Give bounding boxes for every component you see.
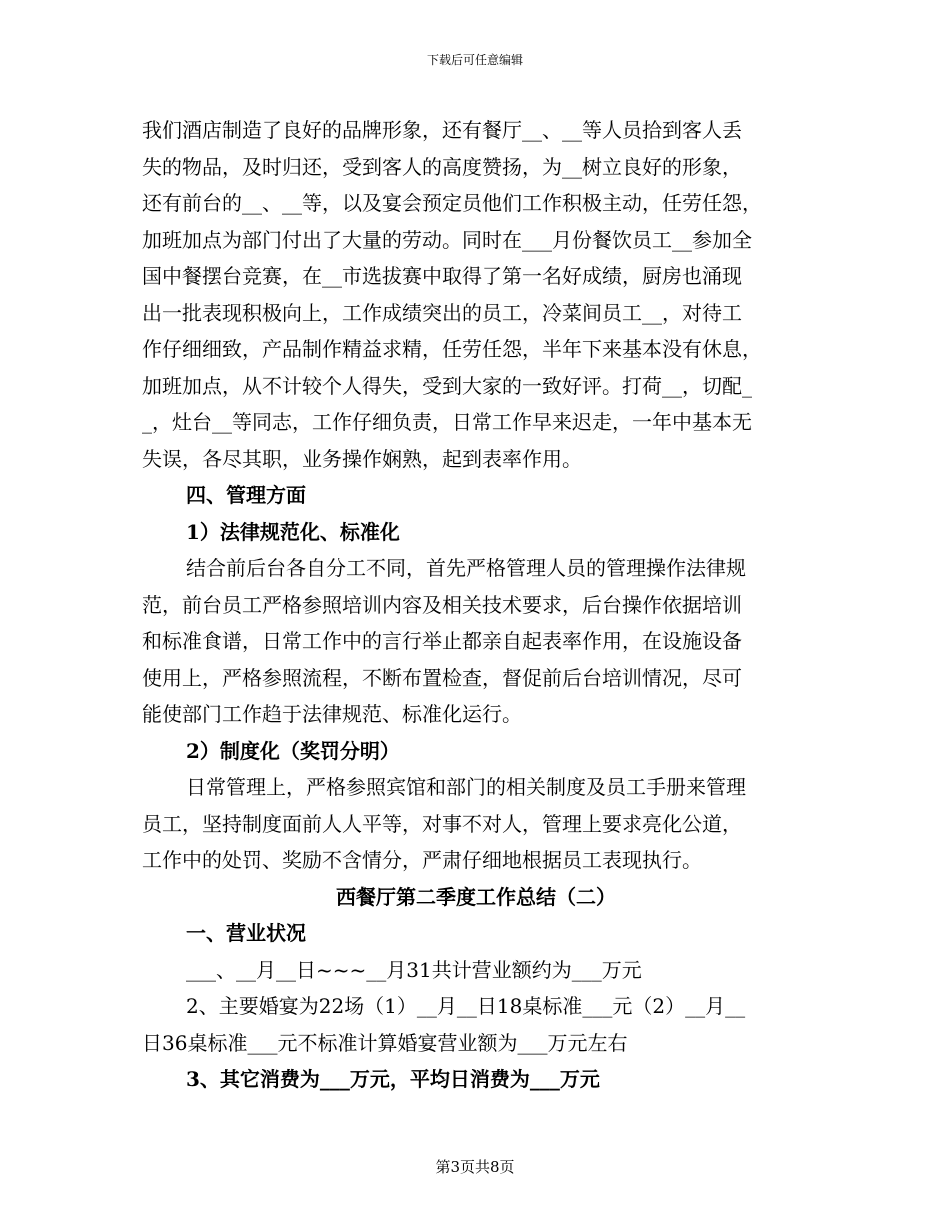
paragraph-line: 2、主要婚宴为22场（1）__月__日18桌标准___元（2）__月__	[186, 994, 746, 1018]
paragraph-line: 日36桌标准___元不标准计算婚宴营业额为___万元左右	[142, 1030, 628, 1055]
page-footer: 第3页共8页	[435, 1158, 515, 1176]
subsection-heading: 2）制度化（奖罚分明）	[186, 738, 400, 763]
paragraph-line: 失误，各尽其职，业务操作娴熟，起到表率作用。	[142, 446, 582, 471]
paragraph-line: 失的物品，及时归还，受到客人的高度赞扬，为__树立良好的形象，	[142, 154, 742, 179]
page-header: 下载后可任意编辑	[426, 53, 523, 67]
paragraph-line: 作仔细细致，产品制作精益求精，任劳任怨，半年下来基本没有休息，	[142, 337, 762, 361]
subsection-heading: 1）法律规范化、标准化	[186, 519, 400, 544]
paragraph-line: 日常管理上，严格参照宾馆和部门的相关制度及员工手册来管理	[186, 775, 746, 799]
paragraph-line: 出一批表现积极向上，工作成绩突出的员工，冷菜间员工__，对待工	[142, 300, 742, 325]
paragraph-line: 使用上，严格参照流程，不断布置检查，督促前后台培训情况，尽可	[142, 665, 742, 690]
paragraph-line: _，灶台__等同志，工作仔细负责，日常工作早来迟走，一年中基本无	[142, 410, 752, 434]
section-heading: 3、其它消费为___万元，平均日消费为___万元	[186, 1067, 600, 1091]
paragraph-line: 加班加点，从不计较个人得失，受到大家的一致好评。打荷__，切配_	[142, 373, 752, 398]
paragraph-line: ___、__月__日~~~__月31共计营业额约为___万元	[186, 957, 642, 982]
paragraph-line: 结合前后台各自分工不同，首先严格管理人员的管理操作法律规	[186, 556, 746, 580]
paragraph-line: 我们酒店制造了良好的品牌形象，还有餐厅__、__等人员拾到客人丢	[142, 118, 742, 142]
paragraph-line: 国中餐摆台竞赛，在__市选拔赛中取得了第一名好成绩，厨房也涌现	[142, 264, 742, 288]
paragraph-line: 员工，坚持制度面前人人平等，对事不对人，管理上要求亮化公道，	[142, 811, 742, 836]
paragraph-line: 还有前台的__、__等，以及宴会预定员他们工作积极主动，任劳任怨，	[142, 191, 762, 215]
section-heading: 一、营业状况	[186, 921, 306, 945]
paragraph-line: 和标准食谱，日常工作中的言行举止都亲自起表率作用，在设施设备	[142, 629, 742, 653]
paragraph-line: 加班加点为部门付出了大量的劳动。同时在___月份餐饮员工__参加全	[142, 227, 752, 252]
paragraph-line: 能使部门工作趋于法律规范、标准化运行。	[142, 702, 522, 726]
document-body	[142, 112, 810, 1098]
paragraph-line: 范，前台员工严格参照培训内容及相关技术要求，后台操作依据培训	[142, 592, 742, 617]
paragraph-line: 工作中的处罚、奖励不含情分，严肃仔细地根据员工表现执行。	[142, 848, 702, 872]
section-heading: 四、管理方面	[186, 483, 306, 507]
document-title: 西餐厅第二季度工作总结（二）	[336, 884, 616, 909]
